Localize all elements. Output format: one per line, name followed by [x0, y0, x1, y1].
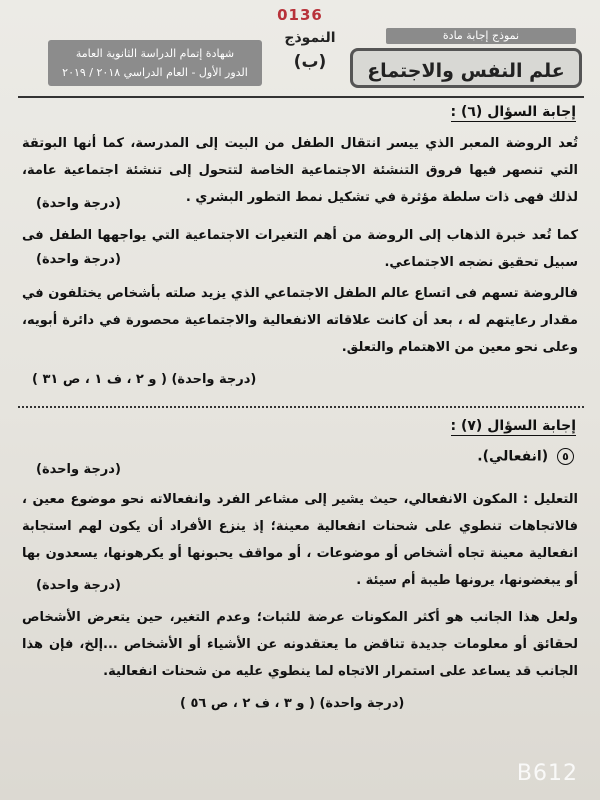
q6-mark-1: (درجة واحدة) [36, 196, 121, 211]
certificate-line-1: شهادة إتمام الدراسة الثانوية العامة [75, 47, 235, 60]
subject-title: علم النفس والاجتماع [350, 48, 582, 88]
header-divider [18, 96, 584, 98]
q6-para1-text: تُعد الروضة المعبر الذي ييسر انتقال الطفل من البيت إلى المدرسة، كما أنها البوتقة التي تنصهر فيها فروق التنشئة الاجتماعية الخاصة لتتحول إلى تنشئة اجتماعية عامة، لذلك فهى ذات سلطة مؤثرة في تشكيل نمط التطور البشري . [22, 136, 578, 205]
q7-heading: إجابة السؤال (٧) : [450, 418, 576, 434]
model-label: النموذج [284, 30, 336, 46]
model-value: (ب) [293, 52, 327, 72]
q6-heading: إجابة السؤال (٦) : [450, 104, 576, 120]
watermark: B612 [516, 761, 578, 786]
model-box [272, 30, 348, 72]
q6-mark-2: (درجة واحدة) [36, 252, 121, 267]
q6-paragraph-3 [22, 280, 578, 361]
q7-mark-1: (درجة واحدة) [36, 462, 121, 477]
model-answer-label: نموذج إجابة مادة [386, 28, 576, 44]
q7-mark-2: (درجة واحدة) [36, 578, 121, 593]
q7-reference: (درجة واحدة) ( و ٣ ، ف ٢ ، ص ٥٦ ) [180, 696, 405, 711]
q7-para2-text: ولعل هذا الجانب هو أكثر المكونات عرضة للثبات؛ وعدم التغير، حين يتعرض الأشخاص لحقائق أو معلومات جديدة تناقض ما يعتقدونه عن الأشياء أو الأشخاص ...إلخ، فإن هذا الجانب قد يساعد على استمرار الاتجاه لما ينطوي عليه من شحنات انفعالية. [22, 610, 578, 679]
q6-paragraph-2 [22, 222, 578, 276]
q6-para3-text: فالروضة تسهم فى اتساع عالم الطفل الاجتماعي الذي يزيد صلته بأشخاص يختلفون في مقدار رعايتهم له ، بعد أن كانت علاقاته الانفعالية والاجتماعية محصورة في دائرة أبويه، وعلى نحو معين من الاهتمام والتعلق. [22, 286, 578, 355]
q6-para2-text: كما تُعد خبرة الذهاب إلى الروضة من أهم التغيرات الاجتماعية التي يواجهها الطفل فى سبيل تحقيق نضجه الاجتماعي. [22, 228, 578, 270]
subject-header [350, 26, 582, 90]
section-divider [18, 406, 584, 408]
q7-paragraph-2 [22, 604, 578, 685]
q6-reference: (درجة واحدة) ( و ٢ ، ف ١ ، ص ٣١ ) [32, 372, 257, 387]
certificate-box [48, 40, 262, 86]
q7-answer [477, 448, 574, 465]
page-number: 0136 [277, 6, 323, 24]
q7-para1-text: التعليل : المكون الانفعالي، حيث يشير إلى مشاعر الفرد وانفعالاته نحو موضوع معين ، فالاتجاهات تنطوي على شحنات انفعالية معينة؛ إذ ينزع الأفراد أن يكون لهم استجابة انفعالية معينة تجاه أشخاص أو موضوعات ، أو مواقف يحبونها أو يكرهونها، يسعدون بها أو يبغضونها، يرونها طيبة أم سيئة . [22, 492, 578, 588]
q7-choice-text: (انفعالي). [477, 448, 549, 465]
certificate-line-2: الدور الأول - العام الدراسي ٢٠١٨ / ٢٠١٩ [62, 66, 248, 79]
q7-choice-number: ٥ [557, 448, 574, 465]
